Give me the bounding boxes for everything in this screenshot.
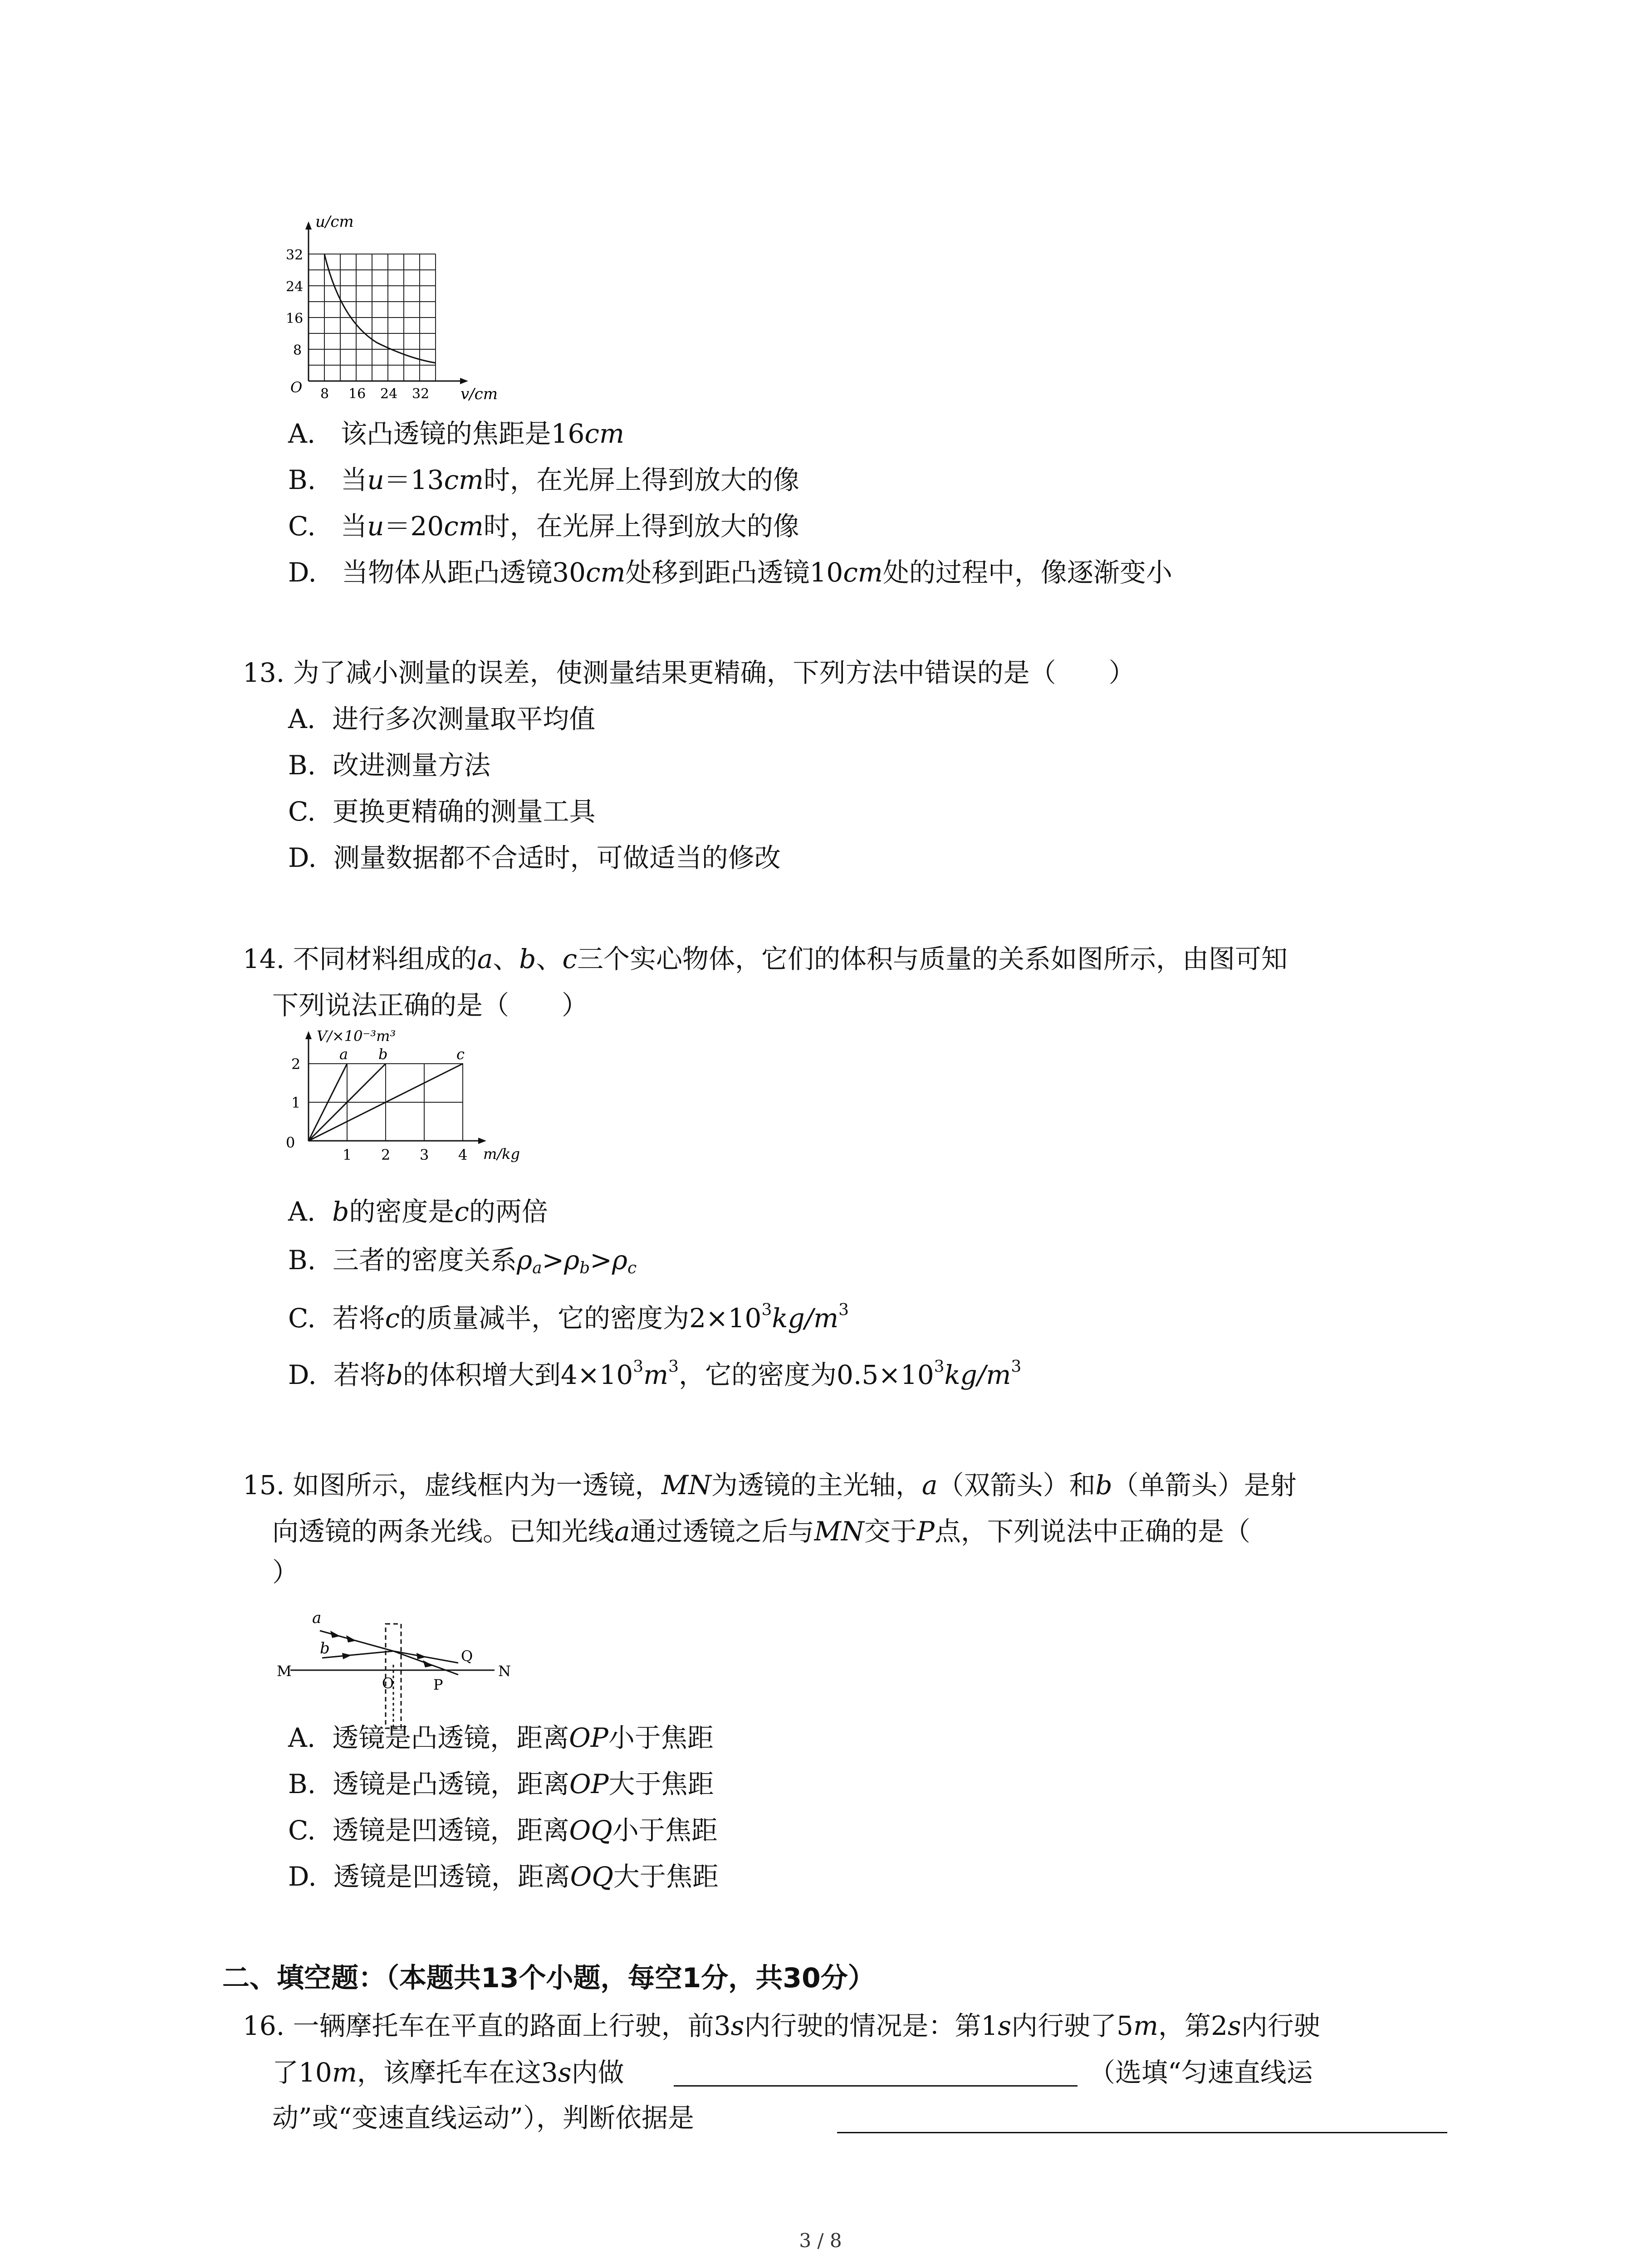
x-axis-label: m/kg [483, 1145, 520, 1163]
q13-option-b: B. 改进测量方法 [288, 750, 490, 781]
origin-label: O [290, 379, 303, 396]
q13-option-c: C. 更换更精确的测量工具 [288, 796, 596, 827]
q13-stem: 13. 为了减小测量的误差，使测量结果更精确，下列方法中错误的是（ ） [243, 657, 1135, 688]
q16-stem-line2: 了10m，该摩托车在这3s内做 [272, 2057, 624, 2088]
q13-option-d: D. 测量数据都不合适时，可做适当的修改 [288, 842, 781, 873]
x-tick: 16 [348, 386, 366, 402]
ray-a-label: a [312, 1609, 322, 1627]
q13-option-a: A. 进行多次测量取平均值 [288, 704, 596, 734]
point-o-label: O [382, 1675, 394, 1692]
x-tick: 3 [420, 1146, 429, 1163]
q14-option-a: A. b的密度是c的两倍 [288, 1196, 548, 1227]
q15-stem-line1: 15. 如图所示，虚线框内为一透镜，MN为透镜的主光轴，a（双箭头）和b（单箭头）是射 [243, 1470, 1297, 1501]
focal-graph-figure [277, 213, 531, 413]
option-letter: B. [288, 464, 316, 495]
q14-option-b: B. 三者的密度关系$\rho_a>\rho_b>\rho_c$ [288, 1245, 637, 1277]
q16-stem-line2-cont: （选填“匀速直线运 [1089, 2057, 1313, 2088]
q12-option-a: A. 该凸透镜的焦距是16cm [288, 418, 624, 449]
q14-stem-line2: 下列说法正确的是（ ） [272, 990, 588, 1021]
q14-option-d: D. 若将b的体积增大到$4\times 10^3m^3$，它的密度为$0.5\times 10^3kg/m^3$ [288, 1357, 1022, 1390]
q16-stem-line1: 16. 一辆摩托车在平直的路面上行驶，前3s内行驶的情况是：第1s内行驶了5m，第2s内行驶 [243, 2010, 1320, 2041]
point-m-label: M [277, 1662, 292, 1680]
q15-option-b: B. 透镜是凸透镜，距离OP大于焦距 [288, 1769, 714, 1799]
x-tick: 32 [412, 386, 430, 402]
q15-option-d: D. 透镜是凹透镜，距离OQ大于焦距 [288, 1861, 719, 1892]
y-axis-label: V/×10⁻³m³ [317, 1027, 396, 1045]
q14-option-c: C. 若将c的质量减半，它的密度为$2\times 10^3kg/m^3$ [288, 1300, 849, 1334]
point-p-label: P [433, 1676, 443, 1693]
q16-stem-line3: 动”或“变速直线运动”），判断依据是 [272, 2102, 694, 2133]
point-q-label: Q [461, 1647, 473, 1665]
x-tick: 4 [458, 1146, 468, 1163]
answer-blank-2[interactable] [837, 2132, 1447, 2133]
y-axis-label: u/cm [315, 213, 354, 231]
q15-stem-line2: 向透镜的两条光线。已知光线a通过透镜之后与MN交于P点，下列说法中正确的是（ [272, 1516, 1250, 1547]
point-n-label: N [498, 1662, 511, 1680]
volume-mass-figure [277, 1027, 549, 1191]
y-tick: 8 [293, 342, 302, 358]
option-letter: C. [288, 511, 316, 542]
y-tick: 16 [286, 311, 304, 327]
q14-stem-line1: 14. 不同材料组成的a、b、c三个实心物体，它们的体积与质量的关系如图所示，由图可知 [243, 943, 1288, 974]
x-tick: 2 [381, 1146, 391, 1163]
y-tick: 32 [286, 247, 304, 263]
section-heading: 二、填空题：（本题共13个小题，每空1分，共30分） [222, 1962, 875, 1994]
line-label-c: c [456, 1046, 465, 1063]
x-tick: 24 [380, 386, 398, 402]
option-letter: A. [288, 418, 316, 449]
option-letter: D. [288, 557, 317, 588]
y-tick: 2 [291, 1056, 301, 1073]
x-tick: 8 [320, 386, 329, 402]
q12-option-b: B. 当u＝13cm时，在光屏上得到放大的像 [288, 464, 800, 495]
x-axis-label: v/cm [460, 385, 498, 403]
line-label-b: b [378, 1046, 388, 1063]
line-label-a: a [339, 1046, 348, 1063]
q15-stem-line3: ） [272, 1557, 299, 1588]
lens-ray-figure [277, 1592, 531, 1737]
q15-option-c: C. 透镜是凹透镜，距离OQ小于焦距 [288, 1815, 718, 1846]
y-tick: 1 [291, 1094, 301, 1111]
q15-option-a: A. 透镜是凸透镜，距离OP小于焦距 [288, 1722, 714, 1753]
q12-option-d: D. 当物体从距凸透镜30cm处移到距凸透镜10cm处的过程中，像逐渐变小 [288, 557, 1172, 588]
ray-b-label: b [320, 1639, 330, 1657]
q12-option-c: C. 当u＝20cm时，在光屏上得到放大的像 [288, 511, 799, 542]
y-tick: 24 [286, 279, 304, 295]
answer-blank-1[interactable] [674, 2085, 1078, 2087]
page-number: 3 / 8 [799, 2229, 842, 2252]
origin-label: 0 [286, 1134, 295, 1151]
x-tick: 1 [343, 1146, 352, 1163]
